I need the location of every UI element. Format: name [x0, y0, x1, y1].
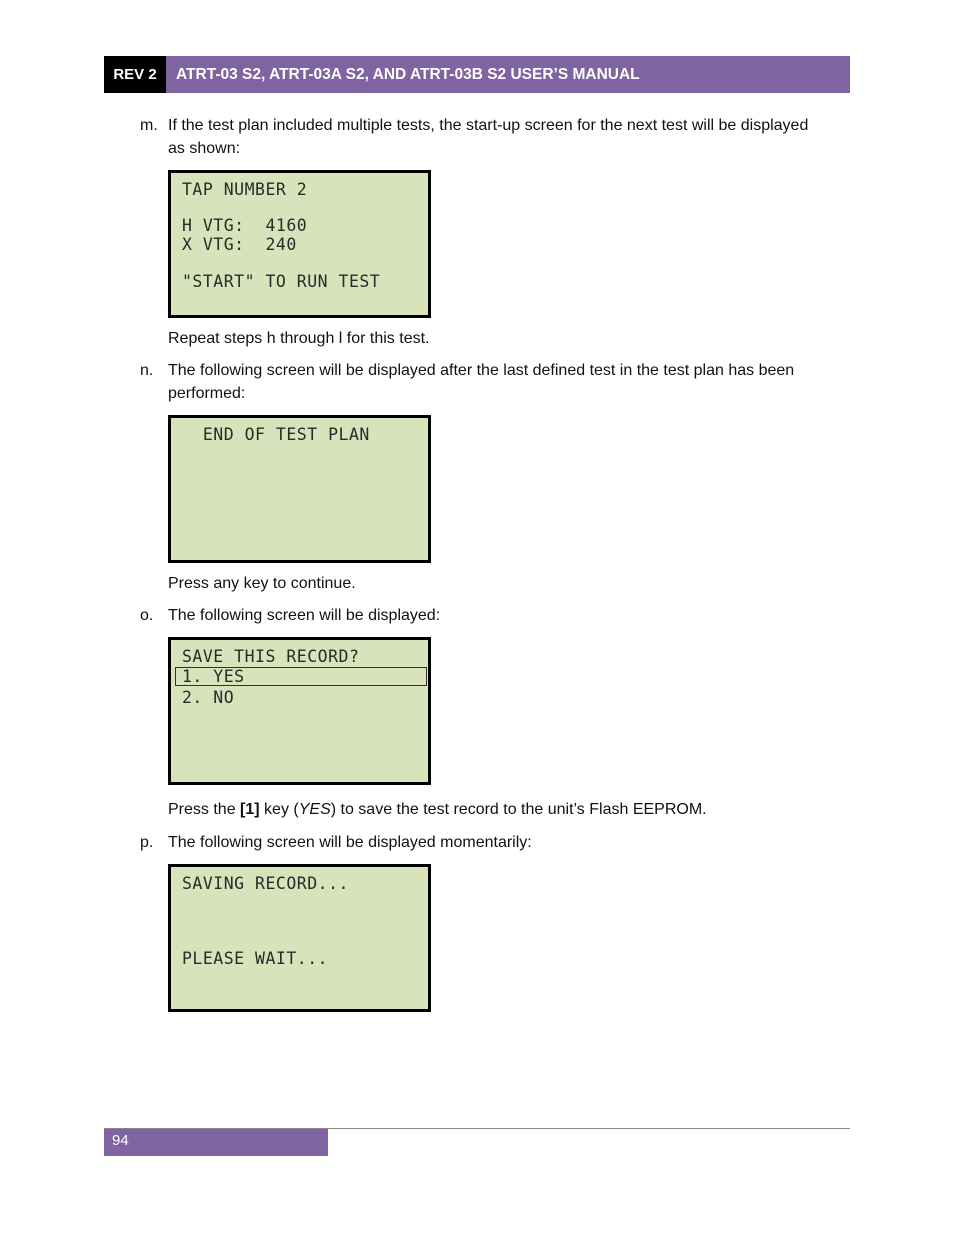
lcd-line: "START" TO RUN TEST — [182, 272, 381, 291]
lcd-option-yes: 1. YES — [182, 667, 245, 686]
manual-title: ATRT-03 S2, ATRT-03A S2, AND ATRT-03B S2 USER’S MANUAL — [166, 56, 850, 93]
lcd-line: SAVING RECORD... — [182, 874, 349, 893]
step-letter: m. — [140, 117, 158, 134]
step-m — [140, 114, 820, 160]
note-text: ) to save the test record to the unit’s Flash EEPROM. — [330, 801, 707, 818]
step-text: If the test plan included multiple tests, the start-up screen for the next test will be displayed as shown: — [168, 117, 809, 157]
lcd-screen-tap-number — [168, 170, 431, 318]
lcd-line: PLEASE WAIT... — [182, 949, 329, 968]
revision-label: REV 2 — [104, 56, 166, 93]
key-1: [1] — [240, 801, 260, 818]
lcd-line: TAP NUMBER 2 — [182, 180, 308, 199]
note-text: Press the — [168, 801, 241, 818]
page-header — [104, 56, 850, 93]
lcd-line: END OF TEST PLAN — [182, 425, 370, 444]
step-text: The following screen will be displayed after the last defined test in the test plan has been performed: — [168, 362, 795, 402]
lcd-screen-save-record — [168, 637, 431, 785]
note-press-any-key: Press any key to continue. — [168, 575, 356, 592]
step-text: The following screen will be displayed: — [168, 607, 441, 624]
note-yes: YES — [298, 801, 331, 818]
step-letter: o. — [140, 607, 154, 624]
lcd-line: H VTG: 4160 — [182, 216, 308, 235]
step-n — [140, 359, 820, 405]
lcd-screen-end-of-test-plan — [168, 415, 431, 563]
step-p — [140, 831, 820, 854]
note-repeat: Repeat steps h through l for this test. — [168, 330, 430, 347]
lcd-line: X VTG: 240 — [182, 235, 297, 254]
note-press-1 — [168, 798, 707, 821]
step-letter: p. — [140, 834, 154, 851]
step-text: The following screen will be displayed momentarily: — [168, 834, 532, 851]
lcd-option-no: 2. NO — [182, 688, 235, 707]
page-number: 94 — [104, 1129, 328, 1156]
step-letter: n. — [140, 362, 154, 379]
lcd-screen-saving-record — [168, 864, 431, 1012]
lcd-line: SAVE THIS RECORD? — [182, 647, 360, 666]
step-o — [140, 604, 820, 627]
note-text: key ( — [259, 801, 299, 818]
